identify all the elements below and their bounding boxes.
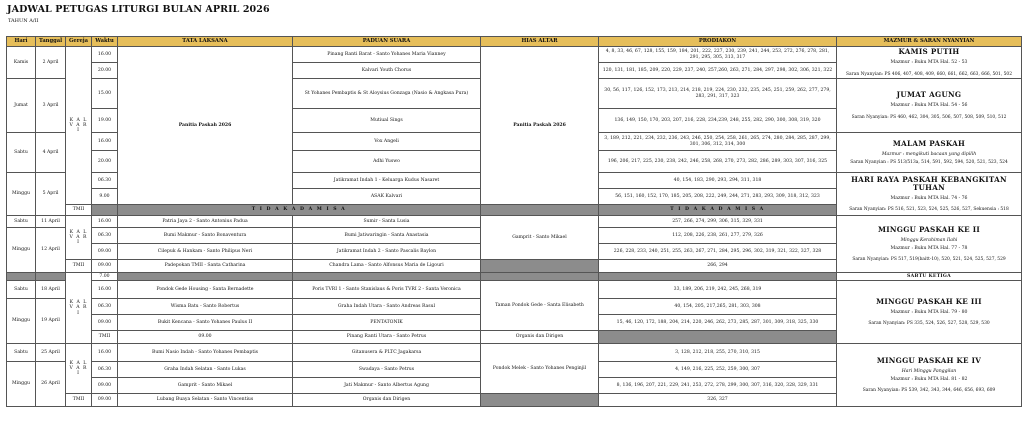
empty-tanggal [36,273,66,281]
col-tata-laksana: TATA LAKSANA [118,37,293,47]
tanggal-cell: 2 April [36,47,66,79]
tanggal-cell: 18 April [36,281,66,299]
waktu-cell: 09.00 [118,331,293,344]
paduan-cell: Jati Makmur - Santo Albertus Agung [293,378,481,394]
hari-cell: Kamis [7,47,36,79]
tata-cell: Cilepuk & Hankam - Santo Philipus Neri [118,244,293,260]
hias-cell: Pondok Melek - Santo Yohanes Penginjil [481,344,599,394]
mazmur-title: MINGGU PASKAH KE II [877,224,981,234]
mazmur-malam-paskah [837,133,1022,173]
waktu-cell: 09.00 [92,260,118,273]
mazmur-note: Minggu Kerahiman Ilahi [900,237,958,243]
prodiakon-cell: 120, 131, 181, 185, 209, 220, 229, 237, 240, 257,260, 263, 271, 284, 297, 298, 302, 306, 321, 322 [599,63,837,79]
hari-cell: Sabtu [7,281,36,299]
waktu-cell: 06.30 [92,299,118,315]
hari-cell: Sabtu [7,133,36,173]
prodiakon-cell: 112, 208, 226, 238, 261, 277, 279, 326 [599,228,837,244]
waktu-cell: 16.00 [92,281,118,299]
mazmur-minggu-ii [837,216,1022,273]
empty-paduan [293,273,481,281]
mazmur-ref: Mazmur : Buku MTA Hal. 74 - 76 [890,196,968,202]
tanggal-cell: 11 April [36,216,66,228]
paduan-cell: Bumi Jatiwaringin - Santa Anastasia [293,228,481,244]
prodiakon-cell: 3, 189, 212, 221, 234, 232, 236, 243, 246, 250, 254, 258, 261, 265, 274, 280, 284, 285, 287, 299, 301, 306, 312, 314, 300 [599,133,837,151]
tata-cell: Patria Jaya 2 - Santo Antonius Padua [118,216,293,228]
empty-prodiakon [599,273,837,281]
waktu-cell: 15.00 [92,79,118,109]
waktu-cell: 7.00 [92,273,118,281]
tanggal-cell: 19 April [36,299,66,344]
col-tanggal: Tanggal [36,37,66,47]
paduan-cell: ASAK Kalvari [293,189,481,205]
prodiakon-cell: 40, 154, 205, 217,265, 281, 303, 308 [599,299,837,315]
tanggal-cell: 3 April [36,79,66,133]
hari-cell: Minggu [7,299,36,344]
paduan-cell: Swadaya - Santo Petrus [293,362,481,378]
waktu-cell: 19.00 [92,109,118,133]
col-hias-altar: HIAS ALTAR [481,37,599,47]
prodiakon-cell: 40, 154, 183, 290, 293, 294, 311, 318 [599,173,837,189]
paduan-cell: Graha Indah Utara - Santo Andreas Rasul [293,299,481,315]
tata-cell: Gamprit - Santo Mikael [118,378,293,394]
panitia-tata: Panitia Paskah 2026 [118,47,293,205]
table-row [7,216,1022,228]
empty-hias [481,205,599,216]
saran-nyanyian: Saran Nyanyian: PS 335, 524, 526, 527, 528, 529, 530 [868,321,990,327]
mazmur-note: Hari Minggu Panggilan [901,368,957,374]
paduan-cell: St Yohanes Pembaptis & St Aloysius Gonzaga (Nasio & Angkasa Pura) [293,79,481,109]
mazmur-title: MALAM PASKAH [892,138,966,148]
waktu-cell: 16.00 [92,47,118,63]
table-row [7,47,1022,63]
saran-nyanyian: Saran Nyanyian: PS 460, 462, 304, 305, 506, 507, 508, 509, 510, 512 [851,114,1007,120]
tata-cell: Bumi Nasio Indah - Santo Yohanes Pembaptis [118,344,293,362]
paduan-cell: PENTATONIK [293,315,481,331]
hari-cell: Sabtu [7,344,36,362]
prodiakon-cell: 226, 228, 233, 240, 251, 255, 263, 267, 271, 284, 295, 296, 302, 319, 321, 322, 327, 328 [599,244,837,260]
waktu-cell: 9.00 [92,189,118,205]
hari-cell: Minggu [7,228,36,273]
mazmur-ref: Mazmur : Buku MTA Hal. 79 - 80 [890,309,968,315]
tanggal-cell: 25 April [36,344,66,362]
waktu-cell: 09.00 [92,244,118,260]
waktu-cell: 06.30 [92,228,118,244]
gereja-tmii: TMII [92,331,118,344]
paduan-cell: Sumir - Santa Lusia [293,216,481,228]
empty-hias [599,331,837,344]
mazmur-title: JUMAT AGUNG [896,90,962,100]
paduan-cell: Pinang Ranti Barat - Santo Yohanes Maria Vianney [293,47,481,63]
waktu-cell: 09.00 [92,394,118,407]
prodiakon-cell: 8, 136, 196, 207, 221, 229, 241, 253, 272, 278, 299, 300, 307, 316, 320, 328, 329, 331 [599,378,837,394]
prodiakon-cell: 257, 266, 274, 299, 306, 315, 329, 331 [599,216,837,228]
gereja-tmii: TMII [66,260,92,273]
saran-nyanyian: Saran Nyanyian: PS 516, 521, 523, 524, 525, 526, 527, Sekuensia : 518 [849,207,1009,213]
tanggal-cell: 26 April [36,362,66,407]
paduan-cell: Vox Angeli [293,133,481,151]
mazmur-minggu-iii [837,281,1022,344]
col-paduan-suara: PADUAN SUARA [293,37,481,47]
mazmur-title: MINGGU PASKAH KE IV [876,355,982,365]
paduan-cell: Chandra Lama - Santo Alfonsus Maria de Ligouri [293,260,481,273]
waktu-cell: 06.30 [92,173,118,189]
mazmur-jumat-agung [837,79,1022,133]
prodiakon-cell: 3, 128, 212, 218, 255, 270, 310, 315 [599,344,837,362]
waktu-cell: 09.00 [92,378,118,394]
mazmur-note: Mazmur : mengikuti bacaan yang dipilih [881,151,977,157]
gereja-tmii: TMII [66,394,92,407]
col-prodiakon: PRODIAKON [599,37,837,47]
tata-cell: Bukit Kencana - Santo Yohanes Paulus II [118,315,293,331]
schedule-table [6,36,1022,407]
tanggal-cell: 4 April [36,133,66,173]
empty-hias [481,273,599,281]
empty-tata [118,273,293,281]
tidak-ada-misa: T I D A K A D A M I S A [599,205,837,216]
paduan-cell: Mutiual Sings [293,109,481,133]
gereja-kalvari: K A L V A R I [66,344,92,394]
empty-hari [7,273,36,281]
saran-nyanyian: Saran Nyanyian : PS 513/513a, 514, 591, 592, 594, 520, 521, 523, 524 [850,160,1008,166]
panitia-hias: Panitia Paskah 2026 [481,47,599,205]
page-title: JADWAL PETUGAS LITURGI BULAN APRIL 2026 [7,4,270,15]
paduan-cell: Jatikramat Indah 2 - Santo Pascalis Baylon [293,244,481,260]
tata-cell: Pondok Gede Housing - Santa Bernadette [118,281,293,299]
prodiakon-cell: 15, 46, 120, 172, 188, 204, 214, 220, 246, 262, 273, 285, 287, 301, 309, 318, 325, 330 [599,315,837,331]
gereja-tmii: TMII [66,205,92,216]
tata-cell: Padepokan TMII - Santa Catharina [118,260,293,273]
prodiakon-cell: 4, 8, 33, 46, 67, 128, 155, 159, 184, 201, 222, 227, 230, 239, 241, 244, 253, 272, 276, 278, 281, 291, 295, 305, 313, 317 [599,47,837,63]
tata-cell: Wisma Batu - Santo Robertus [118,299,293,315]
paduan-cell: Kalvari Youth Chorus [293,63,481,79]
col-gereja: Gereja [66,37,92,47]
col-hari: Hari [7,37,36,47]
prodiakon-cell: 266, 294 [599,260,837,273]
hari-cell: Minggu [7,362,36,407]
paduan-cell: Adhi Yuswo [293,151,481,173]
tata-cell: Bumi Makmur - Santo Bonaventura [118,228,293,244]
paduan-cell: Organis dan Dirigen [293,394,481,407]
tata-cell: Lubang Buaya Selatan - Santo Vincentius [118,394,293,407]
tidak-ada-misa: T I D A K A D A M I S A [118,205,481,216]
col-mazmur: MAZMUR & SARAN NYANYIAN [837,37,1022,47]
prodiakon-cell: 4, 149, 216, 225, 252, 259, 300, 307 [599,362,837,378]
hari-cell: Sabtu [7,216,36,228]
empty-hias [481,394,599,407]
mazmur-ref: Mazmur : Buku MTA Hal. 54 - 56 [890,103,968,109]
mazmur-title: KAMIS PUTIH [898,47,960,57]
hias-cell: Gamprit - Santo Mikael [481,216,599,260]
page-subtitle: TAHUN A/II [8,18,39,24]
paduan-cell: Gitanusera & PLTC Jagakarsa [293,344,481,362]
prodiakon-cell: 196, 206, 217, 225, 230, 238, 242, 246, 258, 268, 270, 273, 282, 286, 289, 303, 307, 316, 325 [599,151,837,173]
hari-cell: Jumat [7,79,36,133]
mazmur-hari-raya [837,173,1022,216]
mazmur-ref: Mazmur : Buku MTA Hal. 81 - 82 [890,377,968,383]
table-row [7,273,1022,281]
tata-cell: Pinang Ranti Utara - Santo Petrus [293,331,481,344]
gereja-kalvari: K A L V A R I [66,273,92,344]
waktu-cell: 06.30 [92,362,118,378]
empty-hias [481,260,599,273]
gereja-kalvari: K A L V A R I [66,216,92,260]
prodiakon-cell: 33, 189, 206, 219, 242, 245, 268, 319 [599,281,837,299]
tata-cell: Graha Indah Selatan - Santo Lukas [118,362,293,378]
waktu-cell: 16.00 [92,133,118,151]
mazmur-ref: Mazmur : Buku MTA Hal. 52 - 53 [890,60,968,66]
empty-waktu [92,205,118,216]
mazmur-title: HARI RAYA PASKAH KEBANGKITAN TUHAN [851,174,1007,192]
table-row [7,344,1022,362]
waktu-cell: 20.00 [92,63,118,79]
prodiakon-cell: 30, 56, 117, 126, 152, 173, 213, 214, 218, 219, 224, 230, 232, 235, 245, 251, 259, 262, 277, 279, 283, 291, 317, 323 [599,79,837,109]
waktu-cell: 16.00 [92,216,118,228]
paduan-cell: Poris TVRI 1 - Santo Stanislaus & Poris TVRI 2 - Santa Veronica [293,281,481,299]
waktu-cell: 20.00 [92,151,118,173]
waktu-cell: 16.00 [92,344,118,362]
mazmur-minggu-iv [837,344,1022,407]
mazmur-kamis-putih [837,47,1022,79]
col-waktu: Waktu [92,37,118,47]
gereja-kalvari: K A L V A R I [66,47,92,205]
tanggal-cell: 12 April [36,228,66,273]
sabtu-ketiga-label: SABTU KETIGA [837,273,1022,281]
mazmur-title: MINGGU PASKAH KE III [876,296,982,306]
mazmur-ref: Mazmur : Buku MTA Hal. 77 - 78 [890,246,968,252]
paduan-cell: Organis dan Dirigen [481,331,599,344]
prodiakon-cell: 56, 151, 160, 152, 170, 185, 205, 208, 222, 249, 244, 271, 283, 293, 309, 318, 312, 323 [599,189,837,205]
hari-cell: Minggu [7,173,36,216]
saran-nyanyian: Saran Nyanyian: PS 517, 519(baitt-10), 520, 521, 524, 525, 527, 529 [852,257,1006,263]
paduan-cell: Jatikramat Indah 1 - Keluarga Kudus Nasaret [293,173,481,189]
prodiakon-cell: 326, 327 [599,394,837,407]
saran-nyanyian: Saran Nyanyian: PS 406, 407, 408, 409, 660, 661, 662, 663, 666, 501, 502 [846,71,1012,77]
saran-nyanyian: Saran Nyanyian: PS 539, 342, 343, 344, 646, 656, 693, 609 [862,388,996,394]
table-row [7,281,1022,299]
hias-cell: Taman Pondok Gede - Santa Elisabeth [481,281,599,331]
waktu-cell: 09.00 [92,315,118,331]
prodiakon-cell: 136, 149, 150, 170, 203, 207, 216, 228, 234,239, 248, 255, 282, 290, 300, 308, 319, 320 [599,109,837,133]
tanggal-cell: 5 April [36,173,66,216]
header-row [7,37,1022,47]
